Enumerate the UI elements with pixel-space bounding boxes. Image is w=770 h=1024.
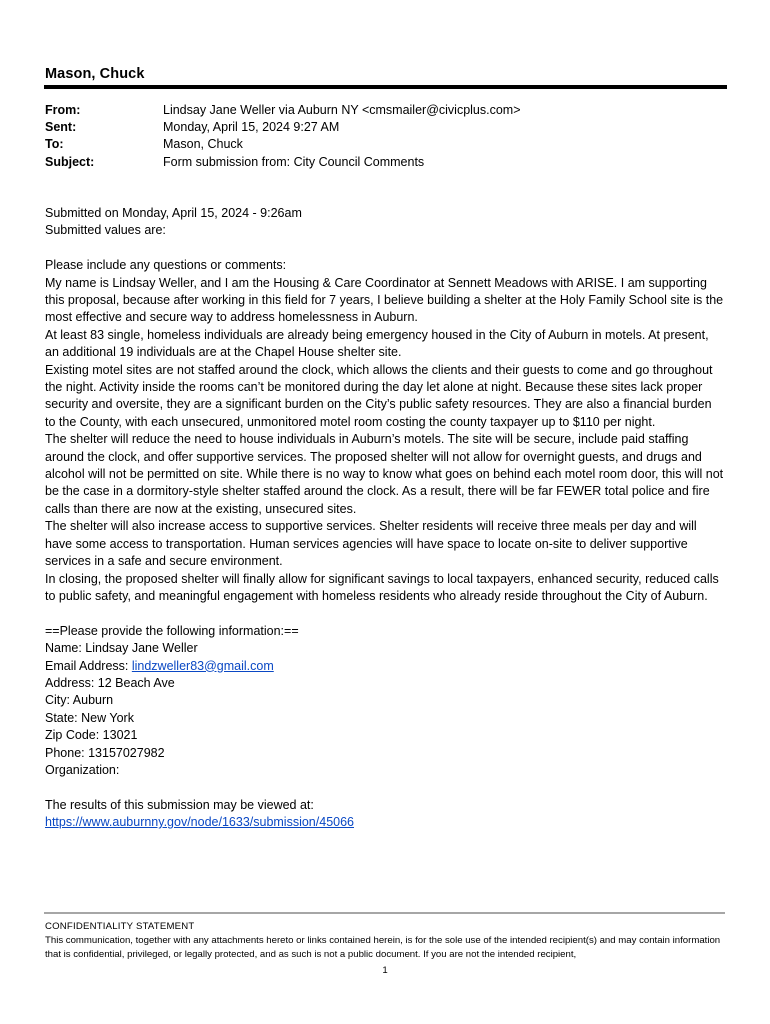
submission-link[interactable]: https://www.auburnny.gov/node/1633/submission/45066 — [45, 815, 354, 830]
address-line: Address: 12 Beach Ave — [45, 675, 175, 690]
from-value: Lindsay Jane Weller via Auburn NY <cmsmailer@civicplus.com> — [163, 103, 521, 117]
state-line: State: New York — [45, 710, 134, 725]
to-label: To: — [45, 137, 64, 152]
comment-paragraph: The shelter will reduce the need to house individuals in Auburn’s motels. The site will be secure, include paid staffing around the clock, and offer supportive services. The proposed shelter will not allow for overnight guests, and drugs and alcohol will not be permitted on site. While there is no way to know what goes on behind each motel room door, this will not be the case in a dormitory-style shelter staffed around the clock. As a result, there will be far FEWER total police and fire calls than there are now at the existing, unsecured sites. — [45, 432, 724, 516]
page-number: 1 — [382, 965, 388, 976]
comment-paragraph: At least 83 single, homeless individuals are already being emergency housed in the City of Auburn in motels. At present, an additional 19 individuals are at the Chapel House shelter site. — [45, 327, 709, 360]
zip-line: Zip Code: 13021 — [45, 728, 138, 743]
city-line: City: Auburn — [45, 693, 114, 708]
from-row — [45, 102, 705, 119]
header-divider — [44, 85, 727, 89]
subject-label: Subject: — [45, 154, 95, 169]
organization-line: Organization: — [45, 762, 120, 777]
submitted-on-line: Submitted on Monday, April 15, 2024 - 9:26am — [45, 206, 302, 220]
email-link[interactable]: lindzweller83@gmail.com — [131, 658, 274, 673]
confidentiality-block — [45, 920, 735, 962]
name-line: Name: Lindsay Jane Weller — [45, 641, 198, 656]
results-text: The results of this submission may be viewed at: — [45, 797, 314, 812]
email-line — [45, 658, 725, 675]
subject-row — [45, 154, 705, 171]
sent-row — [45, 119, 705, 136]
submitted-values-line: Submitted values are: — [45, 223, 166, 238]
email-label: Email Address: — [45, 658, 132, 673]
to-value: Mason, Chuck — [163, 137, 243, 152]
comment-paragraph: My name is Lindsay Weller, and I am the Housing & Care Coordinator at Sennett Meadows with ARISE. I am supporting this proposal, because after working in this field for 7 years, I believe building a shelter at the Holy Family School site is the most effective and secure way to address homelessness in Auburn. — [45, 275, 724, 325]
mailbox-owner-name: Mason, Chuck — [45, 66, 145, 82]
results-line — [45, 814, 725, 831]
comment-paragraph: In closing, the proposed shelter will finally allow for significant savings to local taxpayers, enhanced security, reduced calls to public safety, and meaningful engagement with homeless residents who already reside throughout the City of Auburn. — [45, 571, 719, 603]
confidentiality-title: CONFIDENTIALITY STATEMENT — [45, 921, 195, 932]
subject-value: Form submission from: City Council Comments — [163, 154, 425, 169]
email-header-block — [45, 102, 705, 171]
confidentiality-text: This communication, together with any attachments hereto or links contained herein, is for the sole use of the intended recipient(s) and may contain information that is confidential, privileged, or legally protected, and as such is not a public document. If you are not the intended recipient, — [45, 935, 721, 960]
from-label: From: — [45, 103, 81, 117]
sent-value: Monday, April 15, 2024 9:27 AM — [163, 120, 340, 135]
info-heading: ==Please provide the following information:== — [45, 623, 299, 638]
to-row — [45, 136, 705, 153]
comments-prompt: Please include any questions or comments: — [45, 258, 287, 273]
email-body — [45, 205, 725, 832]
comment-paragraph: The shelter will also increase access to supportive services. Shelter residents will receive three meals per day and will have some access to transportation. Human services agencies will have space to locate on-site to deliver supportive services in a safe and secure environment. — [45, 519, 697, 569]
comment-paragraph: Existing motel sites are not staffed around the clock, which allows the clients and their guests to come and go throughout the night. Activity inside the rooms can’t be monitored during the day let alone at night. Because these sites lack proper security and oversite, they are a significant burden on the City’s public safety resources. They are also a financial burden to the County, with each unsecured, unmonitored motel room costing the county taxpayer up to $110 per night. — [45, 362, 713, 429]
sent-label: Sent: — [45, 120, 77, 135]
phone-line: Phone: 13157027982 — [45, 745, 165, 760]
confidentiality-divider — [44, 912, 725, 914]
